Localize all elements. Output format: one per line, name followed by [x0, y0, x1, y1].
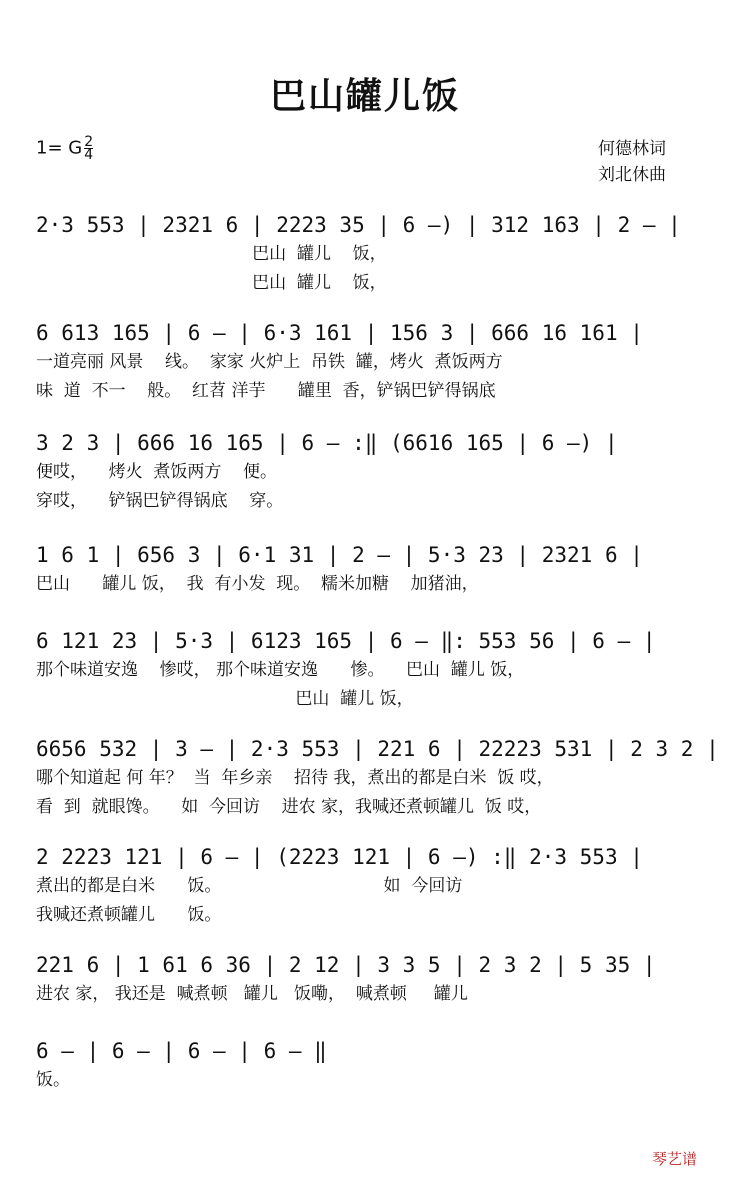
- score-system-6: [36, 734, 719, 822]
- lyric-line-1: 哪个知道起 何 年？ 当 年乡亲 招待 我，煮出的都是白米 饭 哎，: [36, 768, 554, 788]
- score-system-8: [36, 950, 686, 1009]
- lyric-line-2: 巴山 罐儿 饭，: [36, 273, 387, 293]
- lyricist: 何德林词: [598, 139, 666, 159]
- lyric-line-1: 巴山 罐儿 饭，: [36, 244, 387, 264]
- lyric-line-2: 我喊还煮顿罐儿 饭。: [36, 905, 222, 925]
- lyric-line-1: 那个味道安逸 惨哎， 那个味道安逸 惨。 巴山 罐儿 饭，: [36, 660, 525, 680]
- time-numerator: 2: [84, 134, 94, 150]
- lyric-line-1: 便哎， 烤火 煮饭两方 便。: [36, 462, 278, 482]
- key-signature: [36, 136, 93, 161]
- composer: 刘北休曲: [598, 165, 666, 185]
- notation-line: 1 6 1 | 656 3 | 6·1 31 | 2 – | 5·3 23 | 2321 6 |: [36, 543, 643, 567]
- notation-line: 6656 532 | 3 – | 2·3 553 | 221 6 | 22223 531 | 2 3 2 |: [36, 737, 719, 761]
- score-system-5: [36, 626, 686, 714]
- score-system-3: [36, 428, 686, 516]
- score-system-1: [36, 210, 686, 298]
- lyric-line-1: 煮出的都是白米 饭。 如 今回访: [36, 876, 463, 896]
- lyric-line-1: 饭。: [36, 1070, 70, 1090]
- qinyipu-logo: 琴艺谱: [652, 1150, 698, 1168]
- key-prefix: 1= G: [36, 137, 83, 159]
- song-title: 巴山罐儿饭: [269, 76, 460, 117]
- score-system-7: [36, 842, 686, 930]
- notation-line: 221 6 | 1 61 6 36 | 2 12 | 3 3 5 | 2 3 2 | 5 35 |: [36, 953, 656, 977]
- notation-line: 3 2 3 | 666 16 165 | 6 – :‖ (6616 165 | 6 –) |: [36, 431, 618, 455]
- lyric-line-1: 巴山 罐儿 饭， 我 有小发 现。 糯米加糖 加猪油，: [36, 574, 479, 594]
- lyric-line-1: 进农 家， 我还是 喊煮顿 罐儿 饭嘞， 喊煮顿 罐儿: [36, 984, 468, 1004]
- time-signature: [84, 136, 93, 161]
- lyric-line-2: 味 道 不一 般。 红苕 洋芋 罐里 香，铲锅巴铲得锅底: [36, 381, 496, 401]
- lyric-line-2: 穿哎， 铲锅巴铲得锅底 穿。: [36, 491, 284, 511]
- notation-line: 6 – | 6 – | 6 – | 6 – ‖: [36, 1039, 327, 1063]
- lyric-line-2: 看 到 就眼馋。 如 今回访 进农 家，我喊还煮顿罐儿 饭 哎，: [36, 797, 542, 817]
- score-system-9: [36, 1036, 686, 1095]
- notation-line: 2·3 553 | 2321 6 | 2223 35 | 6 –) | 312 163 | 2 – |: [36, 213, 681, 237]
- notation-line: 6 121 23 | 5·3 | 6123 165 | 6 – ‖: 553 56 | 6 – |: [36, 629, 656, 653]
- notation-line: 2 2223 121 | 6 – | (2223 121 | 6 –) :‖ 2·3 553 |: [36, 845, 643, 869]
- score-system-2: [36, 318, 686, 406]
- lyric-line-1: 一道亮丽 风景 线。 家家 火炉上 吊铁 罐，烤火 煮饭两方: [36, 352, 503, 372]
- lyric-line-2: 巴山 罐儿 饭，: [36, 689, 414, 709]
- notation-line: 6 613 165 | 6 – | 6·3 161 | 156 3 | 666 16 161 |: [36, 321, 643, 345]
- score-system-4: [36, 540, 686, 599]
- time-denominator: 4: [84, 147, 94, 163]
